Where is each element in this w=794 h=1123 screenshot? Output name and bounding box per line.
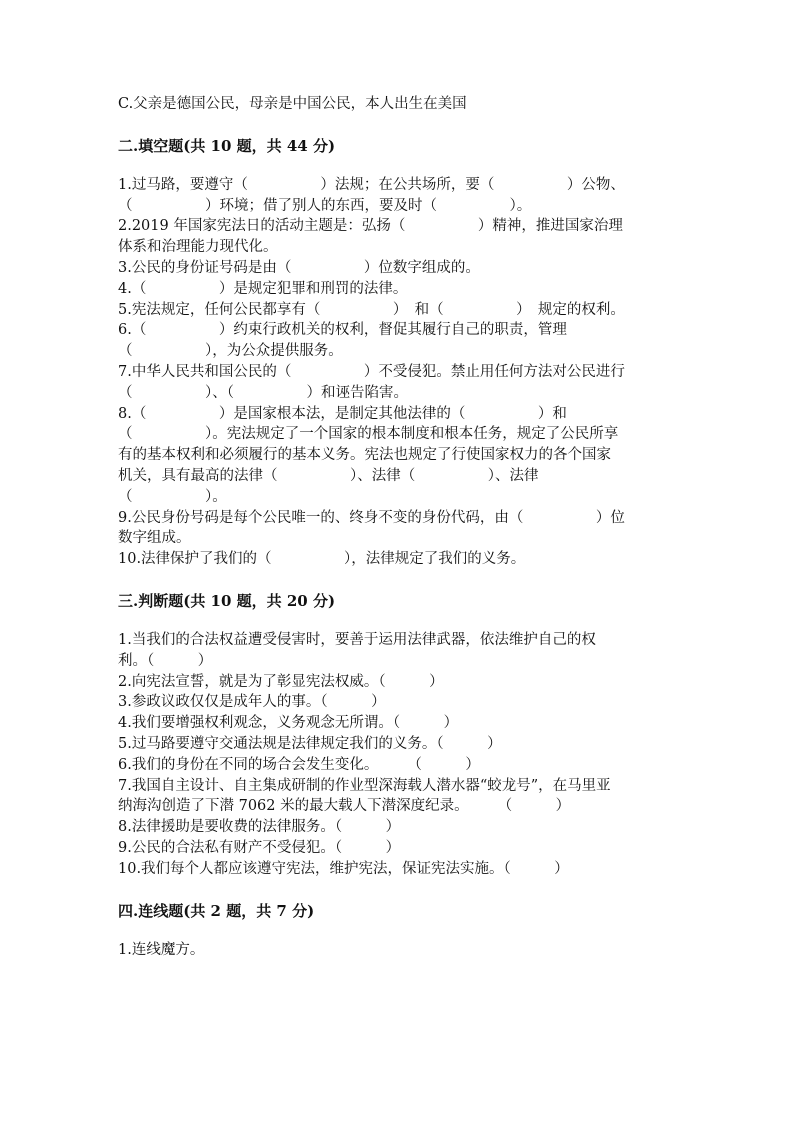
fill-q5: 5.宪法规定，任何公民都享有（ ） 和（ ） 规定的权利。 bbox=[118, 301, 625, 318]
section2-title: 二.填空题(共 10 题，共 44 分) bbox=[118, 136, 336, 155]
fill-q3: 3.公民的身份证号码是由（ ）位数字组成的。 bbox=[118, 259, 480, 276]
fill-q9-line1: 9.公民身份号码是每个公民唯一的、终身不变的身份代码，由（ ）位 bbox=[118, 509, 625, 526]
fill-q10: 10.法律保护了我们的（ ），法律规定了我们的义务。 bbox=[118, 551, 526, 568]
judge-q10: 10.我们每个人都应该遵守宪法，维护宪法，保证宪法实施。（ ） bbox=[118, 860, 569, 877]
judge-q7-line1: 7.我国自主设计、自主集成研制的作业型深海载人潜水器“蛟龙号”，在马里亚 bbox=[118, 777, 611, 794]
judge-q6: 6.我们的身份在不同的场合会发生变化。 （ ） bbox=[118, 756, 480, 773]
fill-q1-line2: （ ）环境；借了别人的东西，要及时（ ）。 bbox=[118, 197, 532, 214]
judge-q1-line2: 利。（ ） bbox=[118, 652, 213, 669]
fill-q2-line2: 体系和治理能力现代化。 bbox=[118, 239, 278, 256]
section3-body bbox=[118, 630, 678, 880]
section2-body bbox=[118, 175, 678, 570]
fill-q8-line3: 有的基本权利和必须履行的基本义务。宪法也规定了行使国家权力的各个国家 bbox=[118, 447, 611, 464]
fill-q6-line2: （ ），为公众提供服务。 bbox=[118, 343, 343, 360]
fill-q8-line5: （ ）。 bbox=[118, 488, 227, 505]
match-q1: 1.连线魔方。 bbox=[118, 941, 205, 958]
exam-page bbox=[118, 94, 678, 960]
fill-q1-line1: 1.过马路，要遵守（ ）法规；在公共场所，要（ ）公物、 bbox=[118, 176, 625, 193]
fill-q4: 4.（ ）是规定犯罪和刑罚的法律。 bbox=[118, 280, 408, 297]
judge-q8: 8.法律援助是要收费的法律服务。（ ） bbox=[118, 819, 401, 836]
fill-q9-line2: 数字组成。 bbox=[118, 530, 191, 547]
fill-q6-line1: 6.（ ）约束行政机关的权利，督促其履行自己的职责，管理 bbox=[118, 322, 567, 339]
judge-q2: 2.向宪法宣誓，就是为了彰显宪法权威。（ ） bbox=[118, 673, 444, 690]
judge-q1-line1: 1.当我们的合法权益遭受侵害时，要善于运用法律武器，依法维护自己的权 bbox=[118, 631, 596, 648]
fill-q2-line1: 2.2019 年国家宪法日的活动主题是：弘扬（ ）精神，推进国家治理 bbox=[118, 218, 623, 235]
section3-title: 三.判断题(共 10 题，共 20 分) bbox=[118, 591, 336, 610]
section4-body bbox=[118, 940, 678, 961]
judge-q7-line2: 纳海沟创造了下潜 7062 米的最大载人下潜深度纪录。 （ ） bbox=[118, 798, 571, 815]
section4-title: 四.连线题(共 2 题，共 7 分) bbox=[118, 901, 315, 920]
option-c: C.父亲是德国公民，母亲是中国公民，本人出生在美国 bbox=[118, 96, 467, 112]
fill-q7-line2: （ ）、（ ）和诬告陷害。 bbox=[118, 384, 408, 401]
judge-q4: 4.我们要增强权利观念，义务观念无所谓。（ ） bbox=[118, 715, 459, 732]
judge-q3: 3.参政议政仅仅是成年人的事。（ ） bbox=[118, 694, 386, 711]
judge-q5: 5.过马路要遵守交通法规是法律规定我们的义务。（ ） bbox=[118, 735, 502, 752]
fill-q8-line1: 8.（ ）是国家根本法，是制定其他法律的（ ）和 bbox=[118, 405, 567, 422]
fill-q8-line4: 机关，具有最高的法律（ ）、法律（ ）、法律 bbox=[118, 467, 539, 484]
fill-q7-line1: 7.中华人民共和国公民的（ ）不受侵犯。禁止用任何方法对公民进行 bbox=[118, 363, 625, 380]
judge-q9: 9.公民的合法私有财产不受侵犯。（ ） bbox=[118, 839, 401, 856]
fill-q8-line2: （ ）。宪法规定了一个国家的根本制度和根本任务，规定了公民所享 bbox=[118, 426, 619, 443]
